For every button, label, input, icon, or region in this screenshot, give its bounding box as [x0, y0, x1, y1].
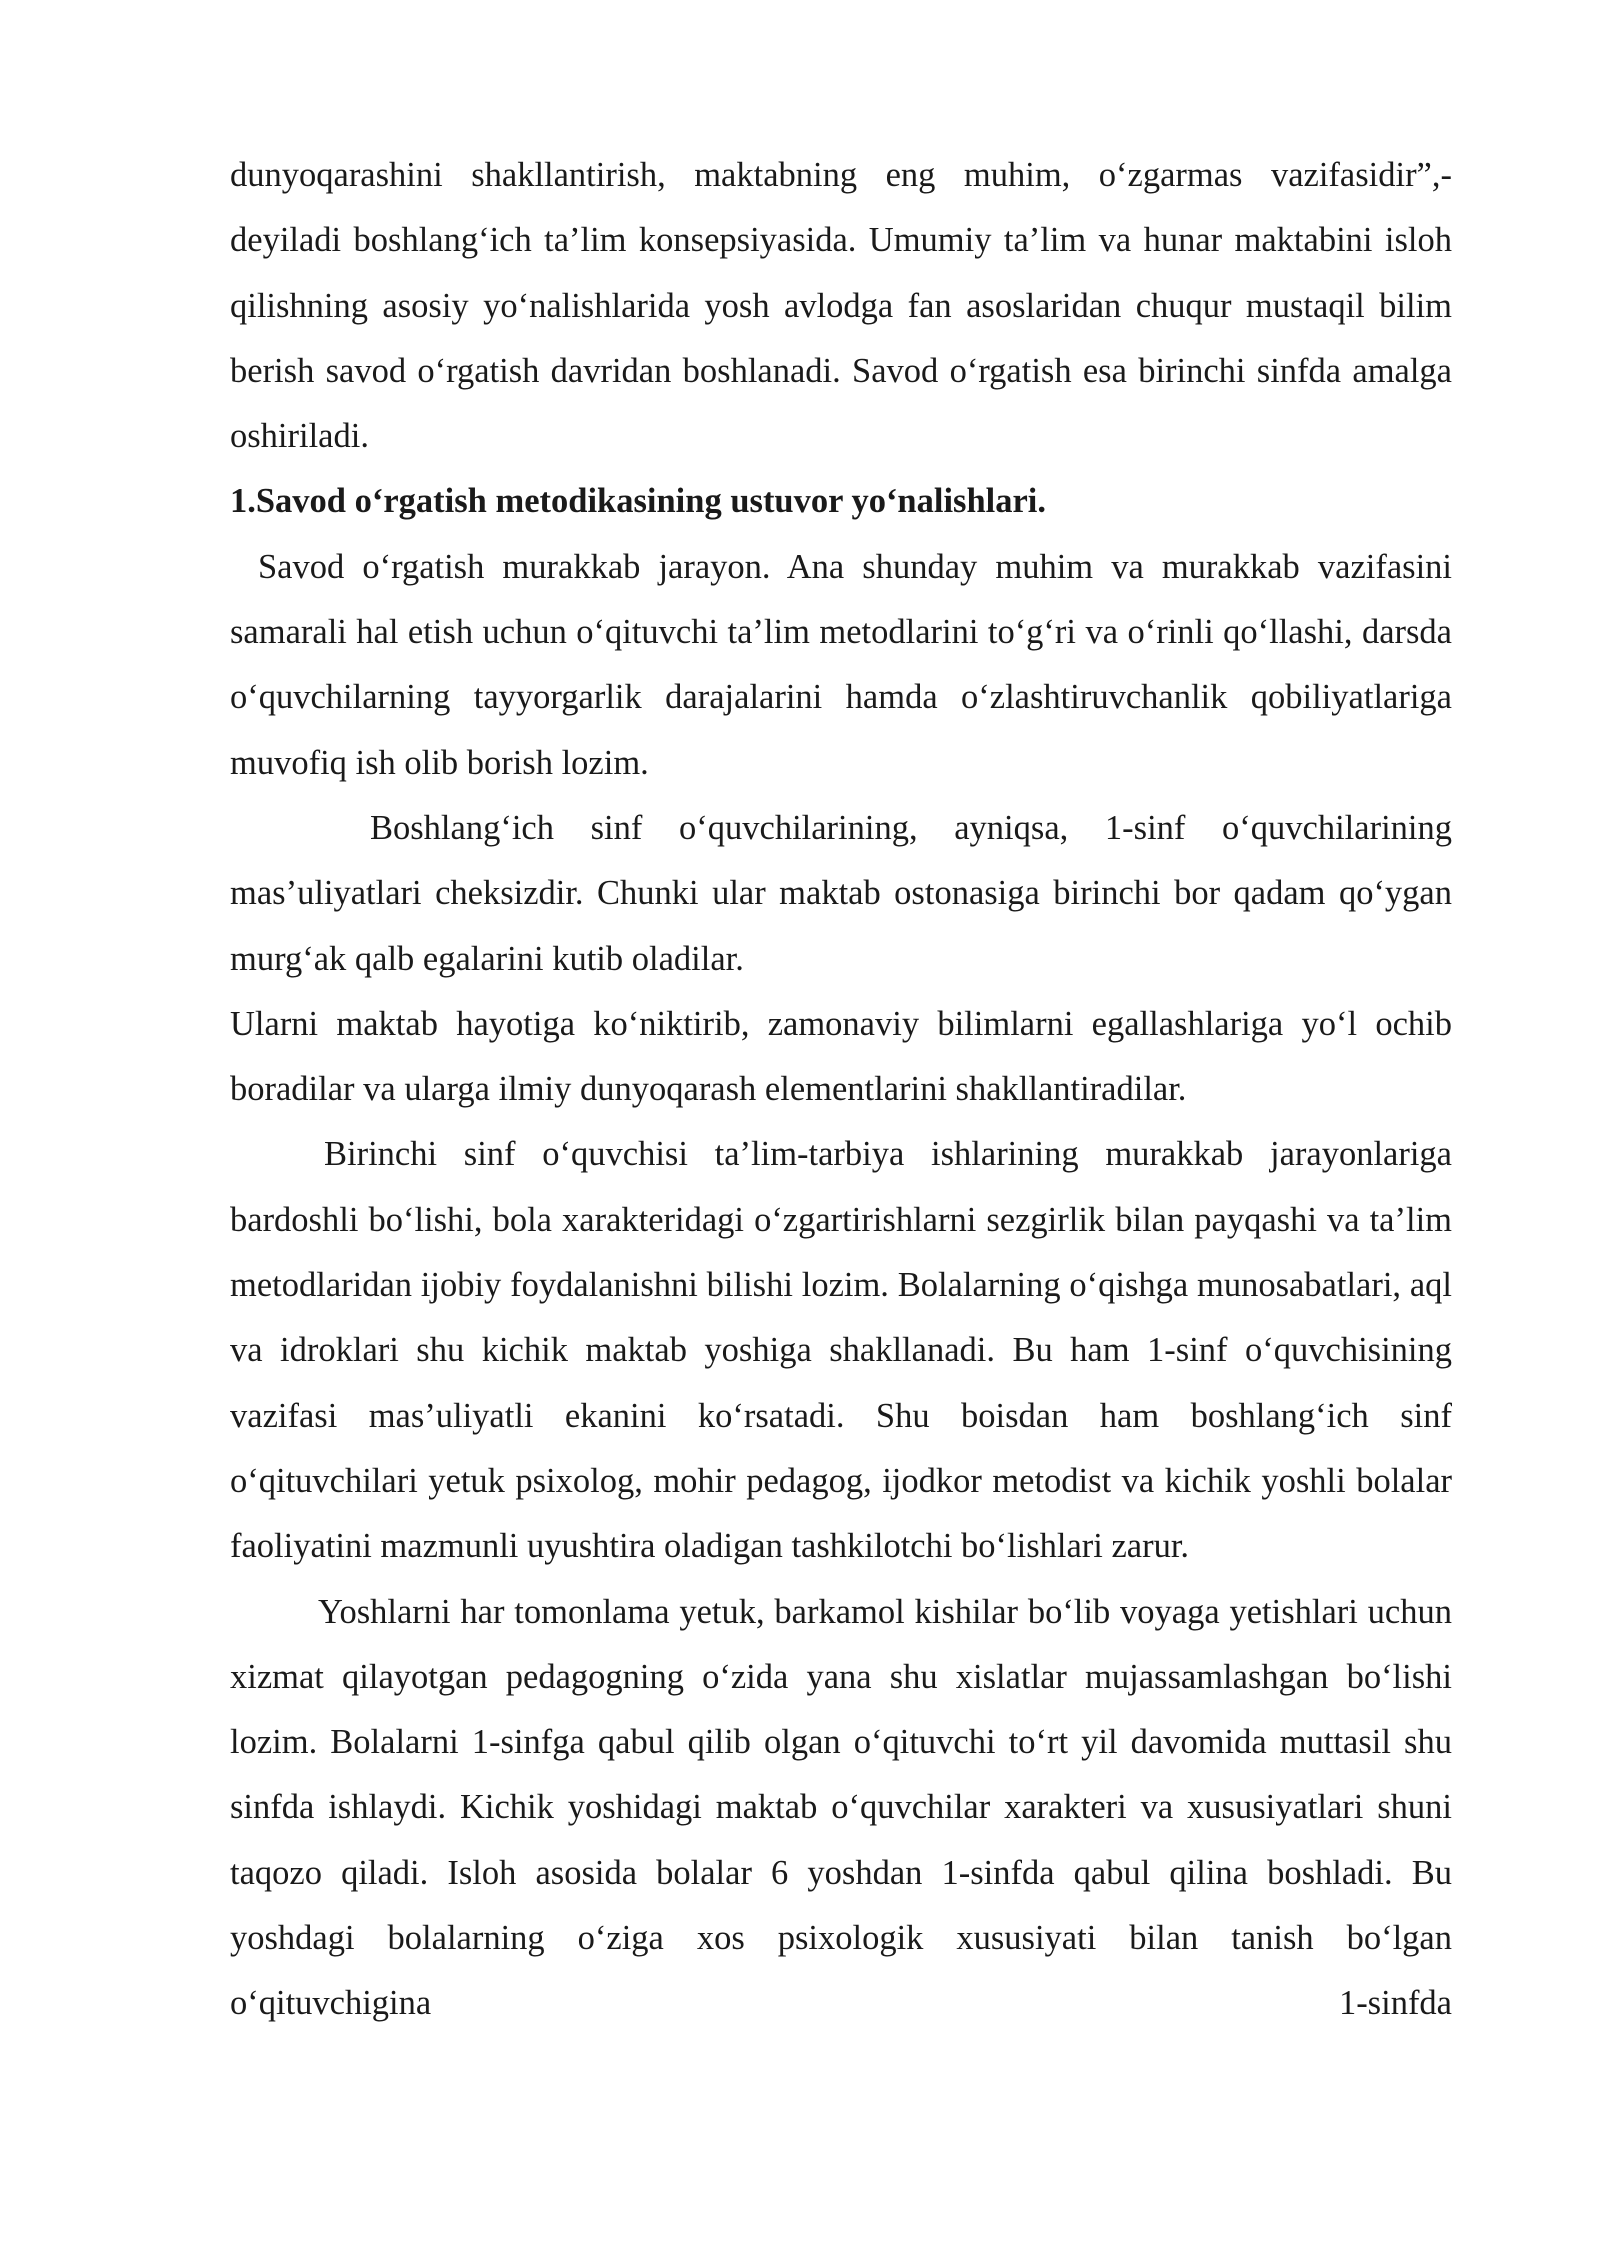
- document-page: [230, 143, 1452, 2037]
- paragraph-4: Ularni maktab hayotiga ko‘niktirib, zamonaviy bilimlarni egallashlariga yo‘l ochib boradilar va ularga ilmiy dunyoqarash elementlarini shakllantiradilar.: [230, 1004, 1452, 1109]
- section-heading: 1.Savod o‘rgatish metodikasining ustuvor yo‘nalishlari.: [230, 482, 1047, 521]
- paragraph-1: dunyoqarashini shakllantirish, maktabning eng muhim, o‘zgarmas vazifasidir”,- deyiladi boshlang‘ich ta’lim konsepsiyasida. Umumiy ta’lim va hunar maktabini isloh qilishning asosiy yo‘nalishlarida yosh avlodga fan asoslaridan chuqur mustaqil bilim berish savod o‘rgatish davridan boshlanadi. Savod o‘rgatish esa birinchi sinfda amalga oshiriladi.: [230, 156, 1452, 456]
- paragraph-3: Boshlang‘ich sinf o‘quvchilarining, ayniqsa, 1-sinf o‘quvchilarining mas’uliyatlari cheksizdir. Chunki ular maktab ostonasiga birinchi bor qadam qo‘ygan murg‘ak qalb egalarini kutib oladilar.: [230, 808, 1452, 978]
- paragraph-2: Savod o‘rgatish murakkab jarayon. Ana shunday muhim va murakkab vazifasini samarali hal etish uchun o‘qituvchi ta’lim metodlarini to‘g‘ri va o‘rinli qo‘llashi, darsda o‘quvchilarning tayyorgarlik darajalarini hamda o‘zlashtiruvchanlik qobiliyatlariga muvofiq ish olib borish lozim.: [230, 547, 1452, 782]
- paragraph-5: Birinchi sinf o‘quvchisi ta’lim-tarbiya ishlarining murakkab jarayonlariga bardoshli bo‘lishi, bola xarakteridagi o‘zgartirishlarni sezgirlik bilan payqashi va ta’lim metodlaridan ijobiy foydalanishni bilishi lozim. Bolalarning o‘qishga munosabatlari, aql va idroklari shu kichik maktab yoshiga shakllanadi. Bu ham 1-sinf o‘quvchisining vazifasi mas’uliyatli ekanini ko‘rsatadi. Shu boisdan ham boshlang‘ich sinf o‘qituvchilari yetuk psixolog, mohir pedagog, ijodkor metodist va kichik yoshli bolalar faoliyatini mazmunli uyushtira oladigan tashkilotchi bo‘lishlari zarur.: [230, 1135, 1452, 1566]
- paragraph-6: Yoshlarni har tomonlama yetuk, barkamol kishilar bo‘lib voyaga yetishlari uchun xizmat qilayotgan pedagogning o‘zida yana shu xislatlar mujassamlashgan bo‘lishi lozim. Bolalarni 1-sinfga qabul qilib olgan o‘qituvchi to‘rt yil davomida muttasil shu sinfda ishlaydi. Kichik yoshidagi maktab o‘quvchilar xarakteri va xususiyatlari shuni taqozo qiladi. Isloh asosida bolalar 6 yoshdan 1-sinfda qabul qilina boshladi. Bu yoshdagi bolalarning o‘ziga xos psixologik xususiyati bilan tanish bo‘lgan o‘qituvchigina 1-sinfda: [230, 1592, 1452, 2023]
